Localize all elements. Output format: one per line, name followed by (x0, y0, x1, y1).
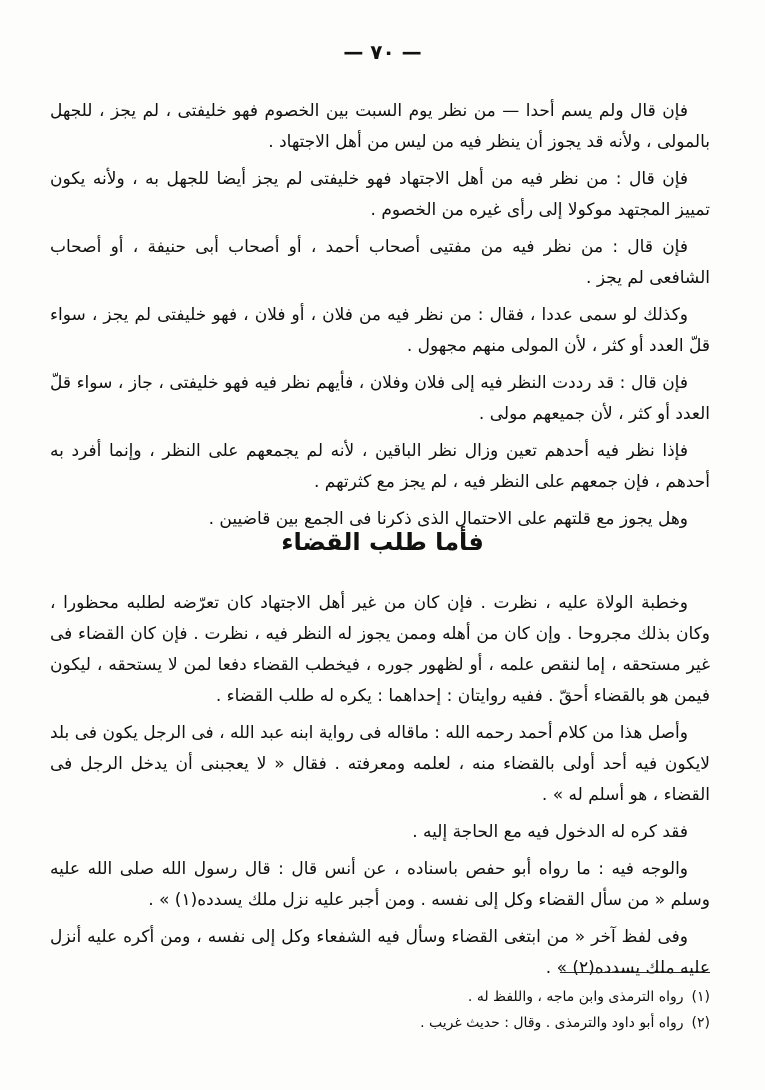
paragraph: فإن قال : من نظر فيه من أهل الاجتهاد فهو خليفتى لم يجز أيضا للجهل به ، ولأنه يكون تمييز المجتهد موكولا إلى رأى غيره من الخصوم . (50, 169, 710, 220)
body-text-top (50, 96, 710, 541)
page-number: — ٧٠ — (343, 40, 422, 64)
paragraph: وفى لفظ آخر « من ابتغى القضاء وسأل فيه الشفعاء وكل إلى نفسه ، ومن أكره عليه أنزل عليه ملك يسدده(٢) » . (50, 927, 710, 978)
paragraph: وكذلك لو سمى عددا ، فقال : من نظر فيه من فلان ، أو فلان ، فهو خليفتى لم يجز ، سواء قلّ العدد أو كثر ، لأن المولى منهم مجهول . (50, 305, 710, 356)
section-heading: فأما طلب القضاء (281, 528, 484, 556)
footnote-number: (٢) (691, 1015, 710, 1031)
paragraph: فإن قال : من نظر فيه من مفتيى أصحاب أحمد ، أو أصحاب أبى حنيفة ، أو أصحاب الشافعى لم يجز . (50, 237, 710, 288)
paragraph: وخطبة الولاة عليه ، نظرت . فإن كان من غير أهل الاجتهاد كان تعرّضه لطلبه محظورا ، وكان بذلك مجروحا . وإن كان من أهله وممن يجوز له النظر فيه ، نظرت . فإن كان القضاء فى غير مستحقه ، إما لنقص علمه ، أو لظهور جوره ، فيخطب القضاء دفعا لمن لا يستحقه ، ليكون فيمن هو بالقضاء أحقّ . ففيه روايتان : إحداهما : يكره له طلب القضاء . (50, 593, 710, 706)
paragraph: فقد كره له الدخول فيه مع الحاجة إليه . (412, 822, 688, 842)
footnote-number: (١) (691, 989, 710, 1005)
paragraph: والوجه فيه : ما رواه أبو حفص باسناده ، عن أنس قال : قال رسول الله صلى الله عليه وسلم « من سأل القضاء وكل إلى نفسه . ومن أجبر عليه نزل ملك يسدده(١) » . (50, 859, 710, 910)
footnote-text: رواه الترمذى وابن ماجه ، واللفظ له . (467, 989, 684, 1005)
paragraph: وأصل هذا من كلام أحمد رحمه الله : ماقاله فى رواية ابنه عبد الله ، فى الرجل يكون فى بلد لايكون فيه أحد أولى بالقضاء منه ، لعلمه ومعرفته . فقال « لا يعجبنى أن يدخل الرجل فى القضاء ، هو أسلم له » . (50, 723, 710, 805)
paragraph: فإن قال ولم يسم أحدا — من نظر يوم السبت بين الخصوم فهو خليفتى ، لم يجز ، للجهل بالمولى ، ولأنه قد يجوز أن ينظر فيه من ليس من أهل الاجتهاد . (50, 101, 710, 152)
footnote (50, 1010, 710, 1036)
footnote (50, 984, 710, 1010)
paragraph: فإن قال : قد رددت النظر فيه إلى فلان وفلان ، فأيهم نظر فيه فهو خليفتى ، جاز ، سواء قلّ العدد أو كثر ، لأن جميعهم مولى . (50, 373, 710, 424)
footnote-text: رواه أبو داود والترمذى . وقال : حديث غريب . (420, 1015, 684, 1031)
footnote-divider (560, 972, 710, 973)
body-text-bottom (50, 588, 710, 990)
paragraph: فإذا نظر فيه أحدهم تعين وزال نظر الباقين ، لأنه لم يجمعهم على النظر ، وإنما أفرد به أحدهم ، فإن جمعهم على النظر فيه ، لم يجز مع كثرتهم . (50, 441, 710, 492)
paragraph: وهل يجوز مع قلتهم على الاحتمال الذى ذكرنا فى الجمع بين قاضيين . (208, 509, 688, 529)
footnotes (50, 984, 710, 1036)
